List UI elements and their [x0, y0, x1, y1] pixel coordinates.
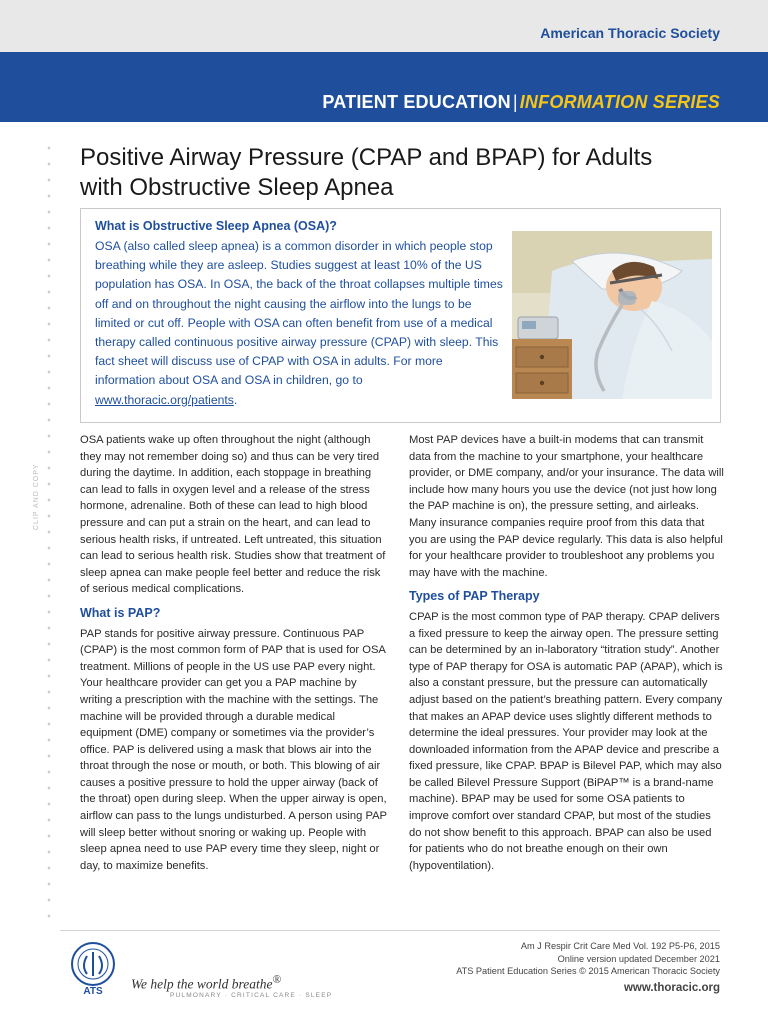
left-column: [80, 432, 390, 878]
patients-link[interactable]: www.thoracic.org/patients: [95, 392, 234, 407]
infobox-body: OSA (also called sleep apnea) is a common disorder in which people stop breathing while they are asleep. Studies suggest at least 10% of the US population has OSA. In OSA, the back of the throat collapses multiple times off and on throughout the night causing the airflow into the lungs to be limited or cut off. People with OSA can often benefit from use of a medical therapy called continuous positive airway pressure (CPAP) with sleep. This fact sheet will discuss use of CPAP with OSA in adults. For more information about OSA and OSA in children, go to: [95, 239, 503, 388]
osa-info-box: [80, 208, 721, 423]
infobox-end: .: [233, 392, 238, 407]
top-bar: [0, 0, 768, 52]
sleeping-cpap-illustration: [512, 231, 712, 399]
series-banner: [0, 52, 768, 122]
series-main: PATIENT EDUCATION: [322, 92, 511, 112]
ats-seal-logo: [63, 940, 123, 996]
infobox-text: [95, 237, 505, 410]
types-of-pap-heading: Types of PAP Therapy: [409, 589, 540, 604]
page-title: Positive Airway Pressure (CPAP and BPAP) for Adults with Obstructive Sleep Apnea: [80, 144, 653, 201]
website-link[interactable]: www.thoracic.org: [623, 982, 720, 994]
tagline-subtext: PULMONARY · CRITICAL CARE · SLEEP: [170, 992, 333, 999]
right-column: [409, 432, 725, 878]
types-of-pap-paragraph: CPAP is the most common type of PAP therapy. CPAP delivers a fixed pressure to keep the airway open. The pressure setting can be determined by an in-laboratory “titration study”. Another type of PAP therapy for OSA is automatic PAP (APAP), which is also a constant pressure, but the pressure can automatically adjust based on the patient’s breathing pattern. Every company that makes an APAP device uses slightly different methods to determine the ideal pressures. Your provider may look at the downloaded information from the APAP device and prescribe a fixed pressure, like CPAP. BPAP is Bilevel PAP, which may also be called Bilevel Pressure Support (BiPAP™ is a brand-name machine). BPAP may be used for some OSA patients to improve comfort over standard CPAP, but most of the studies do not show benefit to this approach. BPAP can also be used for patients who do not breathe enough on their own (hypoventilation).: [409, 610, 723, 872]
footer-divider: [60, 930, 720, 931]
org-name: American Thoracic Society: [540, 25, 720, 41]
cut-line-dots: [47, 140, 51, 920]
citation-line-3: ATS Patient Education Series © 2015 American Thoracic Society: [456, 966, 720, 976]
right-intro-paragraph: Most PAP devices have a built-in modems that can transmit data from the machine to your smartphone, your healthcare provider, or DME company, and/or your insurance. The data will include how many hours you use the device (not just how long the PAP machine is on), the pressure setting, and airleaks. Many insurance companies require proof from this data that you are using the PAP device regularly. This data is also helpful for your healthcare provider to troubleshoot any problems you may have with the machine.: [409, 434, 724, 579]
series-title: [322, 92, 720, 113]
logo-text: ATS: [83, 986, 103, 996]
left-intro-paragraph: OSA patients wake up often throughout the night (although they may not remember doing so) and thus can be very tired during the daytime. In addition, each stoppage in breathing can lead to falls in oxygen level and a release of the stress hormone, adrenaline. Both of these can lead to high blood pressure and can put a strain on the heart, and can lead to serious health risks, if untreated. Left untreated, this situation can lead to serious health risk. Studies show that treatment of sleep apnea can make people feel better and reduce the risk of serious medical complications.: [80, 434, 386, 596]
what-is-pap-heading: What is PAP?: [80, 605, 161, 620]
citation-line-2: Online version updated December 2021: [557, 953, 720, 964]
what-is-pap-paragraph: PAP stands for positive airway pressure. Continuous PAP (CPAP) is the most common form of PAP that is used for OSA treatment. Millions of people in the US use PAP every night. Your healthcare provider can get you a PAP machine by writing a prescription with the machine with the settings. The machine will be provided through a durable medical equipment (DME) company or sometimes via the provider’s office. PAP is delivered using a mask that blows air into the throat through the nose or mouth, or both. This blowing of air causes a positive pressure to hold the upper airway (back of the throat) open during sleep. When the upper airway is open, airflow can pass to the lungs undisturbed. A person using PAP will sleep better without snoring or waking up. People with sleep apnea need to use PAP every time they sleep, night or day, to maximize benefits.: [80, 627, 387, 872]
infobox-heading: What is Obstructive Sleep Apnea (OSA)?: [95, 219, 337, 233]
series-sub: INFORMATION SERIES: [519, 92, 720, 112]
tagline: [131, 974, 281, 993]
series-separator: |: [512, 92, 518, 112]
clip-and-copy-label: CLIP AND COPY: [33, 463, 40, 530]
citation-block: [456, 940, 720, 978]
tagline-text: We help the world breathe: [131, 976, 273, 992]
tagline-mark: ®: [272, 974, 282, 986]
citation-line-1: Am J Respir Crit Care Med Vol. 192 P5-P6, 2015: [520, 941, 720, 951]
